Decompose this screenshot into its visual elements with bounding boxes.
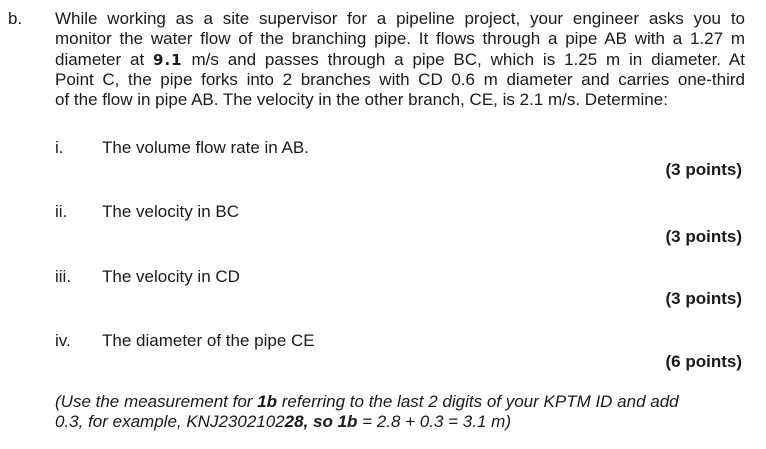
paragraph-line-3: [55, 50, 745, 70]
subquestion-3-number: iii.: [55, 267, 72, 286]
note-line-1-end: referring to the last 2 digits of your KPTM ID and add: [277, 392, 679, 411]
paragraph-line-3-end: m/s and passes through a pipe BC, which is 1.25 m in diameter. At: [182, 49, 745, 69]
subquestion-2-text: The velocity in BC: [102, 202, 239, 221]
note-line-2-end: = 2.8 + 0.3 = 3.1 m): [357, 412, 511, 432]
note-line-1-start: (Use the measurement for: [55, 392, 258, 411]
subquestion-4-points: (6 points): [665, 352, 742, 371]
measurement-note: [55, 392, 745, 433]
paragraph-line-3-start: diameter at: [55, 49, 154, 69]
note-line-2-bold: 28, so 1b: [284, 412, 358, 432]
subquestion-1-number: i.: [55, 138, 64, 157]
subquestion-2-number: ii.: [55, 202, 68, 221]
subquestion-3-text: The velocity in CD: [102, 267, 240, 286]
paragraph-line-2: monitor the water flow of the branching pipe. It flows through a pipe AB with a 1.27 m: [55, 29, 745, 49]
handwritten-velocity: 9.1: [153, 50, 183, 69]
note-line-1: [55, 392, 745, 412]
question-paragraph: [55, 9, 745, 110]
note-line-2: [55, 412, 745, 432]
subquestion-4-text: The diameter of the pipe CE: [102, 331, 315, 350]
subquestion-2-points: (3 points): [665, 227, 742, 246]
subquestion-3-points: (3 points): [665, 289, 742, 308]
paragraph-line-4: Point C, the pipe forks into 2 branches with CD 0.6 m diameter and carries one-third: [55, 69, 745, 89]
question-label: b.: [8, 9, 23, 28]
note-line-1-bold: 1b: [257, 392, 278, 411]
paragraph-line-1: While working as a site supervisor for a pipeline project, your engineer asks you to: [55, 9, 745, 28]
note-line-2-start: 0.3, for example, KNJ2302102: [55, 412, 285, 432]
subquestion-1-text: The volume flow rate in AB.: [102, 138, 309, 157]
subquestion-4-number: iv.: [55, 331, 71, 350]
subquestion-1-points: (3 points): [665, 160, 742, 179]
paragraph-line-5: of the flow in pipe AB. The velocity in the other branch, CE, is 2.1 m/s. Determine:: [55, 90, 668, 110]
